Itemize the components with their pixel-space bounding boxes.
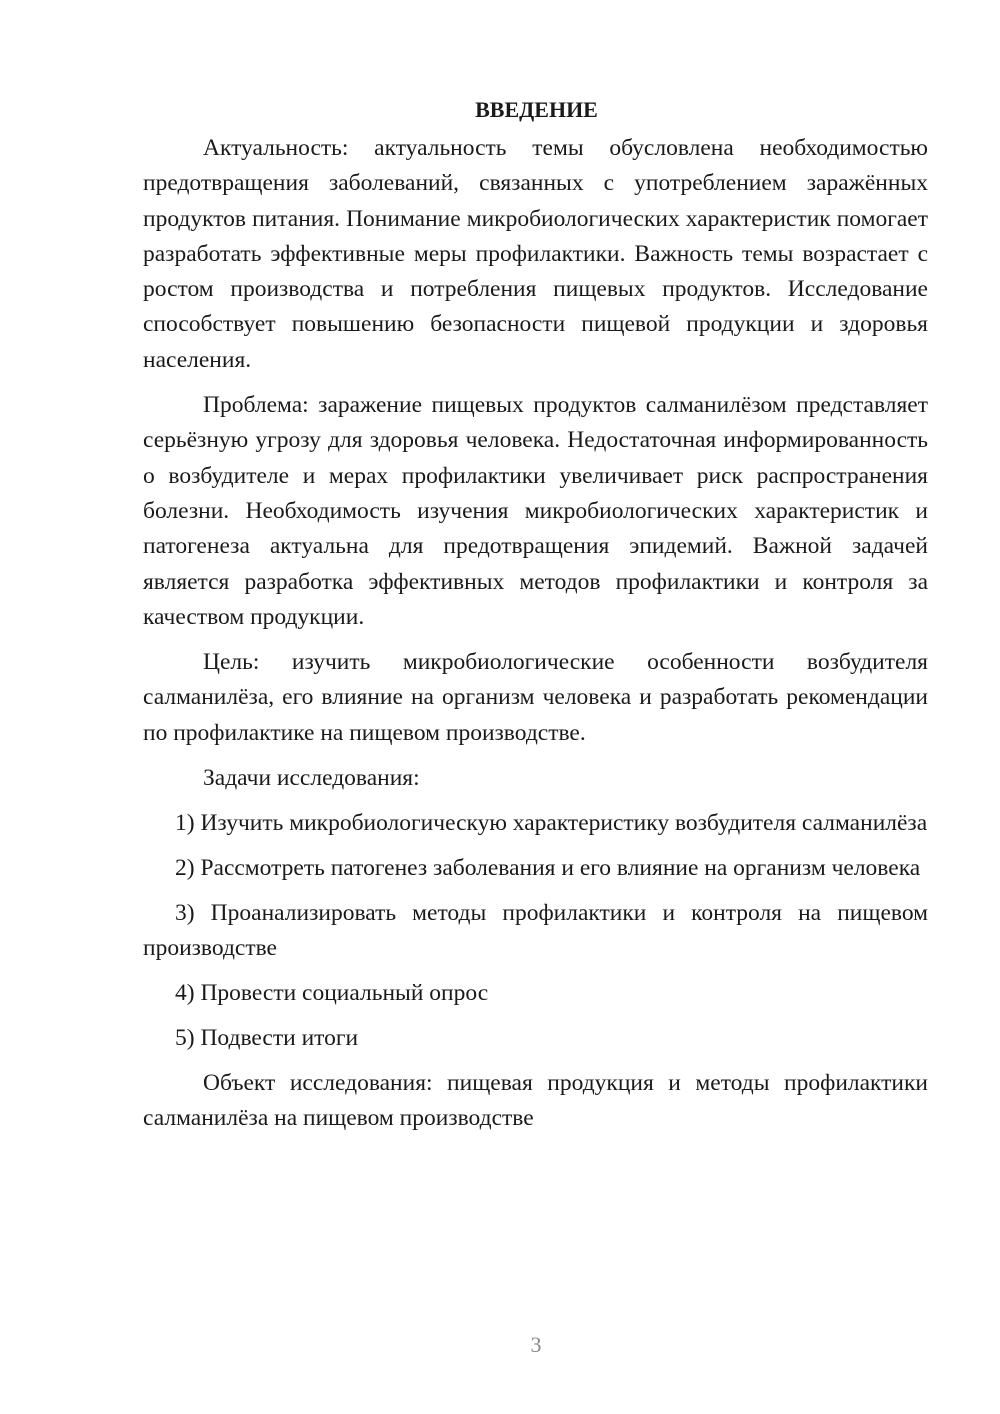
task-item-2: 2) Рассмотреть патогенез заболевания и его влияние на организм человека	[175, 855, 921, 882]
task-item-4: 4) Провести социальный опрос	[175, 980, 489, 1007]
goal-paragraph: Цель: изучить микробиологические особенности возбудителя салманилёза, его влияние на организм человека и разработать рекомендации по профилактике на пищевом производстве.	[143, 649, 928, 746]
tasks-label: Задачи исследования:	[203, 765, 420, 792]
relevance-paragraph: Актуальность: актуальность темы обусловлена необходимостью предотвращения заболеваний, связанных с употреблением заражённых продуктов питания. Понимание микробиологических характеристик помогает разработать эффективные меры профилактики. Важность темы возрастает с ростом производства и потребления пищевых продуктов. Исследование способствует повышению безопасности пищевой продукции и здоровья населения.	[143, 135, 928, 373]
tasks-list	[143, 806, 928, 1056]
section-heading: ВВЕДЕНИЕ	[475, 97, 598, 122]
document-page	[143, 92, 928, 1146]
task-item-1: 1) Изучить микробиологическую характеристику возбудителя салманилёза	[175, 810, 928, 837]
object-paragraph: Объект исследования: пищевая продукция и методы профилактики салманилёза на пищевом производстве	[143, 1069, 928, 1131]
problem-paragraph: Проблема: заражение пищевых продуктов салманилёзом представляет серьёзную угрозу для здоровья человека. Недостаточная информированность о возбудителе и мерах профилактики увеличивает риск распространения болезни. Необходимость изучения микробиологических характеристик и патогенеза актуальна для предотвращения эпидемий. Важной задачей является разработка эффективных методов профилактики и контроля за качеством продукции.	[143, 392, 928, 630]
page-number: 3	[530, 1332, 542, 1357]
task-item-5: 5) Подвести итоги	[175, 1024, 359, 1051]
task-item-3: 3) Проанализировать методы профилактики и контроля на пищевом производстве	[143, 899, 928, 962]
